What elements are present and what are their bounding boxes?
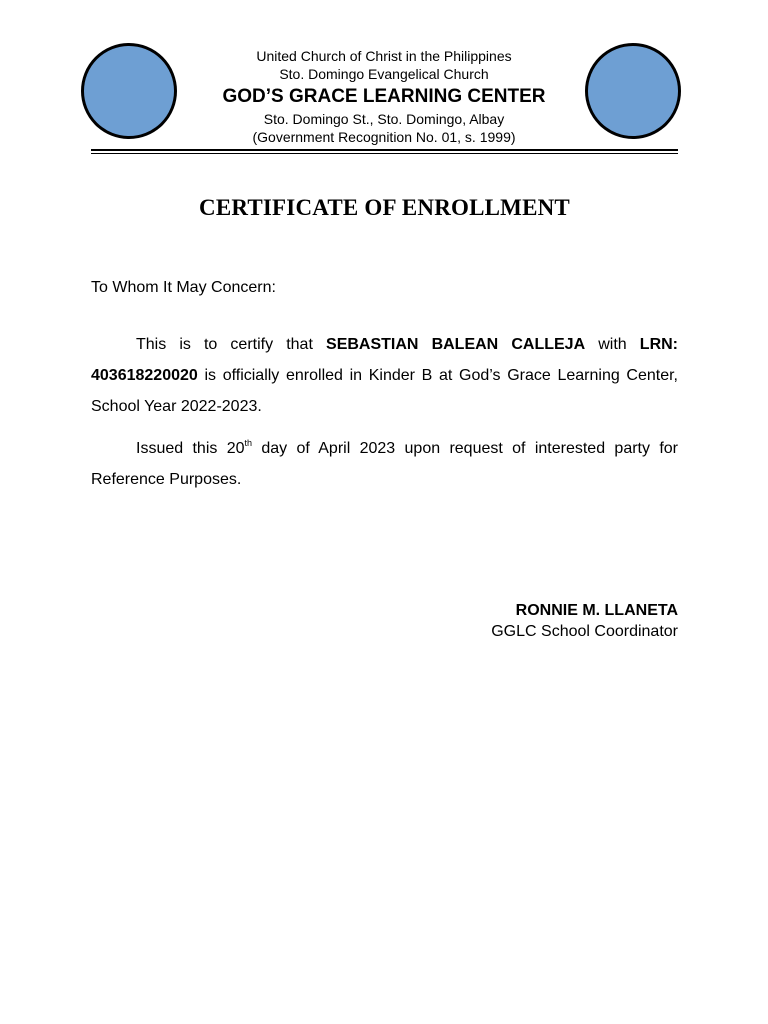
certification-paragraph [91,329,678,422]
school-address: Sto. Domingo St., Sto. Domingo, Albay [263,111,505,127]
church-org-line: United Church of Christ in the Philippines [256,48,512,64]
letterhead [180,47,588,146]
letterhead-divider-thick [91,149,678,151]
salutation: To Whom It May Concern: [91,279,276,296]
letterhead-divider-thin [91,153,678,154]
document-title: CERTIFICATE OF ENROLLMENT [199,195,570,220]
school-name: GOD’S GRACE LEARNING CENTER [222,86,546,107]
para1-rest: is officially enrolled in Kinder B at God’s Grace Learning Center, School Year 2022-2023. [91,367,678,415]
church-name-line: Sto. Domingo Evangelical Church [279,66,489,82]
right-seal-logo [585,43,681,139]
para1-with: with [585,336,640,353]
issuance-paragraph [91,433,678,495]
signatory-block [400,600,678,642]
lrn-value: LRN: 403618220020 [91,336,679,384]
left-seal-logo [81,43,177,139]
para2-rest: day of April 2023 upon request of interested party for Reference Purposes. [91,440,678,488]
para2-intro: Issued this 20 [136,440,245,457]
para1-intro: This is to certify that [136,336,327,353]
ordinal-suffix: th [244,438,253,448]
signatory-name: RONNIE M. LLANETA [515,602,678,619]
student-name: SEBASTIAN BALEAN CALLEJA [326,336,586,353]
signatory-title: GGLC School Coordinator [491,623,678,640]
government-recognition: (Government Recognition No. 01, s. 1999) [252,129,516,145]
